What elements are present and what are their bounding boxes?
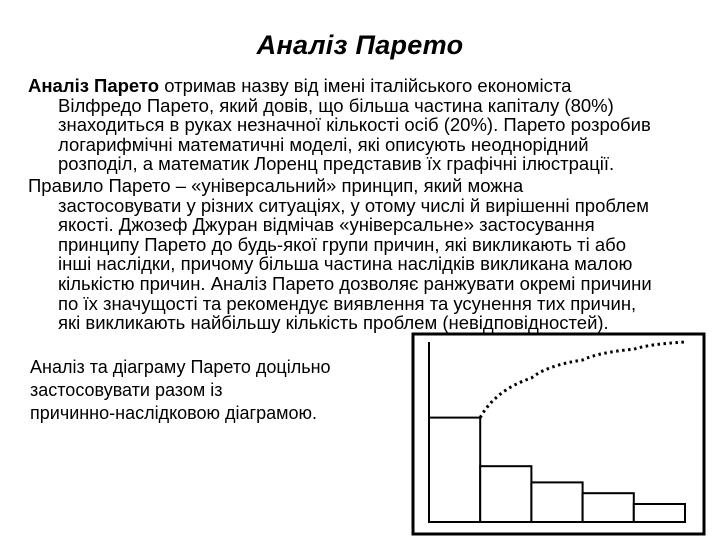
paragraph-line: Вілфредо Парето, який довів, що більша частина капіталу (80%) [58, 94, 614, 116]
paragraph-line: принципу Парето до будь-якої групи причин, які викликають ті або [58, 233, 627, 255]
bar [634, 504, 685, 522]
paragraph-line: по їх значущості та рекомендує виявлення та усунення тих причин, [58, 292, 637, 314]
paragraph-line: логарифмічні математичні моделі, які описують неоднорідний [58, 133, 589, 155]
paragraph-line: кількістю причин. Аналіз Парето дозволяє ранжувати окремі причини [58, 272, 652, 294]
slide-title: Аналіз Парето [256, 30, 464, 60]
paragraph-line: застосовувати разом із [30, 380, 223, 400]
paragraph-line: Правило Парето – «універсальний» принцип, який можна [28, 175, 524, 196]
bold-lead: Аналіз Парето [28, 75, 160, 96]
paragraph-line: які викликають найбільшу кількість проблем (невідповідностей). [58, 312, 609, 334]
paragraph-line: Аналіз та діаграму Парето доцільно [30, 357, 331, 377]
bar [429, 418, 480, 522]
paragraph-line: розподіл, а математик Лоренц представив їх графічні ілюстрації. [58, 153, 615, 175]
line-rest: отримав назву від імені італійського економіста [159, 75, 572, 96]
bar [583, 493, 634, 522]
bar [531, 482, 582, 522]
paragraph-line: застосовувати у різних ситуаціях, у отому числі й вирішенні проблем [58, 194, 649, 216]
paragraph-line: знаходиться в руках незначної кількості осіб (20%). Парето розробив [58, 114, 651, 136]
bar [480, 466, 531, 522]
paragraph-line: якості. Джозеф Джуран відмічав «універсальне» застосування [58, 214, 595, 236]
paragraph-line: причинно-наслідковою діаграмою. [30, 403, 318, 423]
paragraph-line: інші наслідки, причому більша частина наслідків викликана малою [58, 253, 633, 275]
